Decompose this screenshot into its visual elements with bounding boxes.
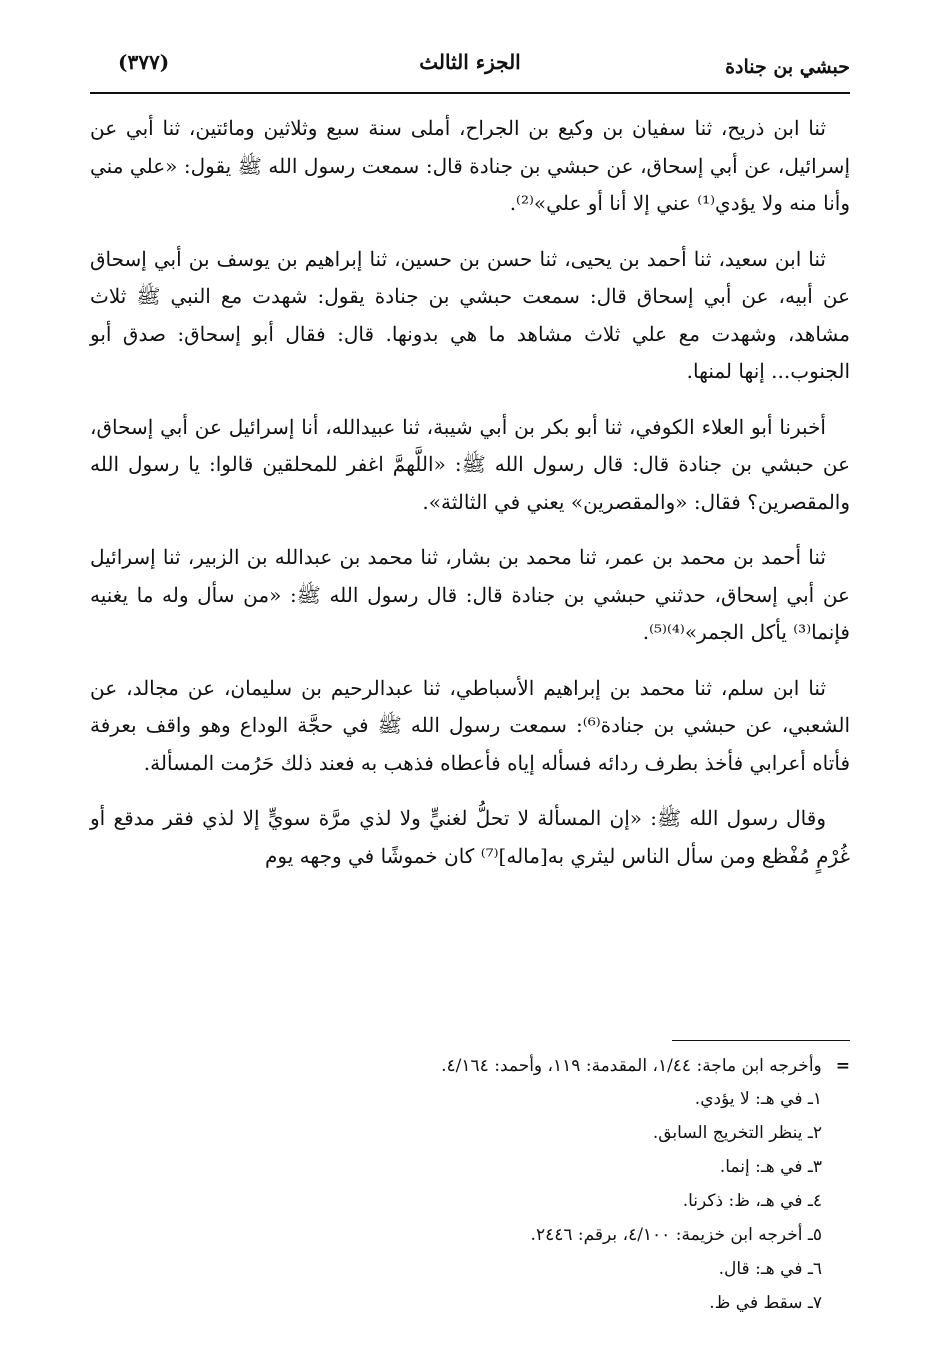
main-text: [90, 110, 850, 893]
paragraph-4: ثنا أحمد بن محمد بن عمر، ثنا محمد بن بشار، ثنا محمد بن عبدالله بن الزبير، ثنا إسرائيل عن أبي إسحاق، حدثني حبشي بن جنادة قال: قال رسول الله ﷺ: «من سأل وله ما يغنيه فإنما⁽³⁾ يأكل الجمر»⁽⁴⁾⁽⁵⁾.: [90, 545, 850, 644]
footnote-item: ٦ـ في هـ: قال.: [718, 1259, 822, 1279]
page-header: [90, 40, 850, 94]
footnote-item: ٧ـ سقط في ظ.: [709, 1293, 822, 1313]
footnote-item: ٥ـ أخرجه ابن خزيمة: ٤/١٠٠، برقم: ٢٤٤٦.: [530, 1225, 822, 1245]
continuation-mark: =: [835, 1056, 850, 1076]
paragraph-2: ثنا ابن سعيد، ثنا أحمد بن يحيى، ثنا حسن بن حسين، ثنا إبراهيم بن يوسف بن أبي إسحاق عن أبيه، عن أبي إسحاق قال: سمعت حبشي بن جنادة يقول: شهدت مع النبي ﷺ ثلاث مشاهد، وشهدت مع علي ثلاث مشاهد ما هي بدونها. قال: فقال أبو إسحاق: صدق أبو الجنوب... إنها لمنها.: [90, 246, 850, 383]
paragraph-5: ثنا ابن سلم، ثنا محمد بن إبراهيم الأسباطي، ثنا عبدالرحيم بن سليمان، عن مجالد، عن الشعبي، عن حبشي بن جنادة⁽⁶⁾: سمعت رسول الله ﷺ في حجَّة الوداع وهو واقف بعرفة فأتاه أعرابي فأخذ بطرف ردائه فسأله إياه فأعطاه فذهب به فعند ذلك حَرُمت المسألة.: [90, 675, 850, 775]
volume-title: الجزء الثالث: [419, 50, 521, 74]
paragraph-6: وقال رسول الله ﷺ: «إن المسألة لا تحلُّ لغنيٍّ ولا لذي مرَّة سويٍّ إلا لذي فقر مدقع أو غُرْمٍ مُفْظع ومن سأل الناس ليثري به[ماله]⁽⁷⁾ كان خموشًا في وجهه يوم: [90, 806, 850, 868]
footnote-item: ١ـ في هـ: لا يؤدي.: [694, 1089, 822, 1109]
footnote-item: ٢ـ ينظر التخريج السابق.: [652, 1123, 822, 1143]
footnote-item: ٤ـ في هـ، ظ: ذكرنا.: [682, 1191, 822, 1211]
paragraph-1: ثنا ابن ذريح، ثنا سفيان بن وكيع بن الجراح، أملى سنة سبع وثلاثين ومائتين، ثنا أبي عن إسرائيل، عن أبي إسحاق، عن حبشي بن جنادة قال: سمعت رسول الله ﷺ يقول: «علي مني وأنا منه ولا يؤدي⁽¹⁾ عني إلا أنا أو علي»⁽²⁾.: [90, 116, 850, 215]
continuation-text: وأخرجه ابن ماجة: ١/٤٤، المقدمة: ١١٩، وأحمد: ٤/١٦٤.: [441, 1056, 822, 1076]
page-number: (٣٧٧): [118, 50, 170, 74]
footnote-continuation: [90, 1050, 850, 1082]
paragraph-3: أخبرنا أبو العلاء الكوفي، ثنا أبو بكر بن أبي شيبة، ثنا عبيدالله، أنا إسرائيل عن أبي إسحاق، عن حبشي بن جنادة قال: قال رسول الله ﷺ: «اللَّهمَّ اغفر للمحلقين قالوا: يا رسول الله والمقصرين؟ فقال: «والمقصرين» يعني في الثالثة».: [90, 414, 850, 514]
footnote-item: ٣ـ في هـ: إنما.: [719, 1157, 822, 1177]
footnote-list: [90, 1082, 850, 1320]
running-title: حبشي بن جنادة: [725, 56, 850, 78]
footnote-divider: [672, 1040, 850, 1041]
book-page: [90, 40, 850, 1340]
footnotes: [90, 1050, 850, 1320]
